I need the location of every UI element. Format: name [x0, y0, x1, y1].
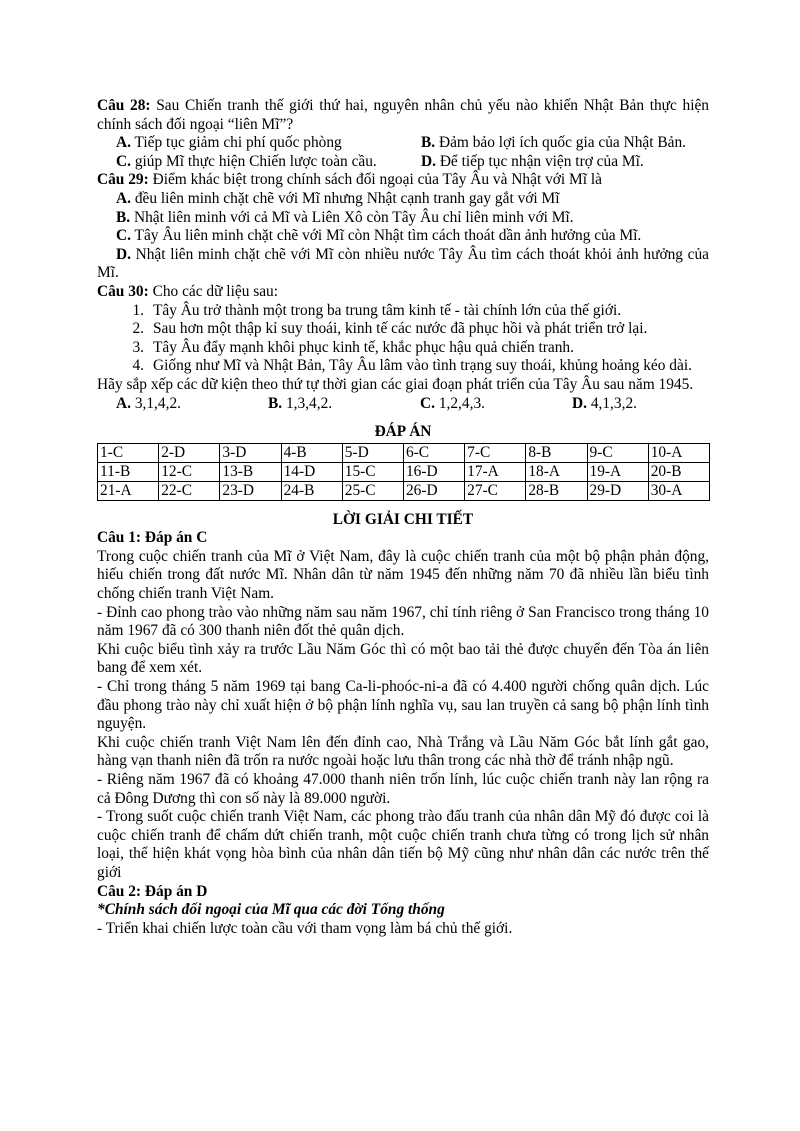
table-row: [98, 462, 710, 481]
table-cell: 8-B: [526, 443, 587, 462]
option-a: A. Tiếp tục giảm chi phí quốc phòng: [116, 134, 342, 152]
option-a: A. đều liên minh chặt chẽ với Mĩ nhưng Nhật cạnh tranh gay gắt với Mĩ: [116, 189, 560, 207]
table-cell: 29-D: [587, 481, 648, 500]
table-cell: 2-D: [159, 443, 220, 462]
table-cell: 15-C: [342, 462, 403, 481]
question-text: Cho các dữ liệu sau:: [148, 282, 279, 300]
solution-1-heading: Câu 1: Đáp án C: [97, 529, 208, 547]
option-c: C. giúp Mĩ thực hiện Chiến lược toàn cầu.: [116, 152, 377, 170]
table-cell: 14-D: [281, 462, 342, 481]
table-cell: 4-B: [281, 443, 342, 462]
question-label: Câu 29:: [97, 171, 149, 189]
solutions-title: LỜI GIẢI CHI TIẾT: [332, 510, 474, 528]
solution-1-body: [97, 548, 709, 883]
options-row: [97, 395, 709, 414]
option-b: B. Nhật liên minh với cả Mĩ và Liên Xô còn Tây Âu chỉ liên minh với Mĩ.: [116, 208, 574, 226]
table-cell: 22-C: [159, 481, 220, 500]
table-cell: 10-A: [648, 443, 709, 462]
option-d: D. 4,1,3,2.: [572, 394, 637, 412]
table-cell: 27-C: [465, 481, 526, 500]
question-text: Sau Chiến tranh thế giới thứ hai, nguyên nhân chủ yếu nào khiến Nhật Bản thực hiện chính sách đối ngoại “liên Mĩ”?: [97, 97, 710, 133]
table-cell: 16-D: [403, 462, 464, 481]
table-cell: 11-B: [98, 462, 159, 481]
table-row: [98, 481, 710, 500]
list-item: 4. Giống như Mĩ và Nhật Bản, Tây Âu lâm vào tình trạng suy thoái, khủng hoảng kéo dài.: [132, 357, 692, 375]
document-page: [97, 97, 709, 938]
table-cell: 26-D: [403, 481, 464, 500]
table-cell: 28-B: [526, 481, 587, 500]
table-cell: 30-A: [648, 481, 709, 500]
question-30: [97, 283, 709, 302]
answer-table: [97, 443, 710, 501]
question-text: Điểm khác biệt trong chính sách đối ngoại của Tây Âu và Nhật với Mĩ là: [148, 171, 602, 189]
option-c: C. 1,2,4,3.: [420, 394, 485, 412]
table-cell: 18-A: [526, 462, 587, 481]
table-cell: 5-D: [342, 443, 403, 462]
paragraph: Khi cuộc chiến tranh Việt Nam lên đến đỉnh cao, Nhà Trắng và Lầu Năm Góc bắt lính gắt gao, hàng vạn thanh niên đã trốn ra nước ngoài hoặc lưu thân trong các nhà thờ để tránh nhập ngũ.: [97, 733, 709, 770]
option-b: B. Đảm bảo lợi ích quốc gia của Nhật Bản.: [421, 134, 687, 152]
table-cell: 19-A: [587, 462, 648, 481]
paragraph: Trong cuộc chiến tranh của Mĩ ở Việt Nam, đây là cuộc chiến tranh của một bộ phận phản động, hiếu chiến trong đất nước Mĩ. Nhân dân từ năm 1945 đến những năm 70 đã nhiều lần biểu tình chống chiến tranh Việt Nam.: [97, 547, 709, 603]
solution-2-heading: Câu 2: Đáp án D: [97, 882, 208, 900]
question-label: Câu 28:: [97, 97, 151, 114]
table-cell: 6-C: [403, 443, 464, 462]
data-list: [97, 302, 709, 376]
table-cell: 3-D: [220, 443, 281, 462]
question-prompt: Hãy sắp xếp các dữ kiện theo thứ tự thời gian các giai đoạn phát triển của Tây Âu sau năm 1945.: [97, 375, 694, 393]
question-29: [97, 171, 709, 190]
question-label: Câu 30:: [97, 282, 149, 300]
option-a: A. 3,1,4,2.: [116, 394, 181, 412]
table-row: [98, 443, 710, 462]
options-row: [97, 134, 709, 153]
option-d: D. Nhật liên minh chặt chẽ với Mĩ còn nhiều nước Tây Âu tìm cách thoát khỏi ảnh hưởng của Mĩ.: [97, 245, 709, 282]
list-item: 3. Tây Âu đẩy mạnh khôi phục kinh tế, khắc phục hậu quả chiến tranh.: [132, 338, 574, 356]
solution-2-subheading: *Chính sách đối ngoại của Mĩ qua các đời Tổng thống: [97, 901, 445, 919]
table-cell: 9-C: [587, 443, 648, 462]
option-d: D. Để tiếp tục nhận viện trợ của Mĩ.: [421, 152, 644, 170]
answer-key-title: ĐÁP ÁN: [374, 423, 432, 441]
paragraph: - Trong suốt cuộc chiến tranh Việt Nam, các phong trào đấu tranh của nhân dân Mỹ đó được coi là cuộc chiến tranh để chấm dứt chiến tranh, một cuộc chiến tranh chưa từng có trong lịch sử nhân loại, thể hiện khát vọng hòa bình của nhân dân tiến bộ Mỹ cũng như nhân dân các nước trên thế giới: [97, 808, 709, 881]
table-cell: 12-C: [159, 462, 220, 481]
table-cell: 23-D: [220, 481, 281, 500]
paragraph: - Đỉnh cao phong trào vào những năm sau năm 1967, chỉ tính riêng ở San Francisco trong tháng 10 năm 1967 đã có 300 thanh niên đốt thẻ quân dịch.: [97, 603, 709, 640]
paragraph: - Chỉ trong tháng 5 năm 1969 tại bang Ca-li-phoóc-ni-a đã có 4.400 người chống quân dịch. Lúc đầu phong trào này chỉ xuất hiện ở bộ phận lính nghĩa vụ, sau lan truyền cả sang bộ phận lính tình nguyện.: [97, 678, 709, 733]
paragraph: Khi cuộc biểu tình xảy ra trước Lầu Năm Góc thì có một bao tải thẻ được chuyển đến Tòa án liên bang để xem xét.: [97, 640, 709, 677]
list-item: 2. Sau hơn một thập kỉ suy thoái, kinh tế các nước đã phục hồi và phát triển trở lại.: [132, 320, 648, 338]
table-cell: 7-C: [465, 443, 526, 462]
list-item: 1. Tây Âu trở thành một trong ba trung tâm kinh tế - tài chính lớn của thế giới.: [132, 301, 622, 319]
table-cell: 17-A: [465, 462, 526, 481]
table-cell: 21-A: [98, 481, 159, 500]
paragraph: - Riêng năm 1967 đã có khoảng 47.000 thanh niên trốn lính, lúc cuộc chiến tranh này lan rộng ra cả Đông Dương thì con số này là 89.000 người.: [97, 771, 709, 807]
table-cell: 13-B: [220, 462, 281, 481]
option-c: C. Tây Âu liên minh chặt chẽ với Mĩ còn Nhật tìm cách thoát dần ảnh hưởng của Mĩ.: [116, 227, 642, 245]
option-b: B. 1,3,4,2.: [268, 394, 333, 412]
options-row: [97, 153, 709, 172]
table-cell: 25-C: [342, 481, 403, 500]
question-28: [97, 97, 709, 134]
table-cell: 1-C: [98, 443, 159, 462]
table-cell: 20-B: [648, 462, 709, 481]
solution-2-line: - Triển khai chiến lược toàn cầu với tham vọng làm bá chủ thế giới.: [97, 919, 513, 937]
table-cell: 24-B: [281, 481, 342, 500]
